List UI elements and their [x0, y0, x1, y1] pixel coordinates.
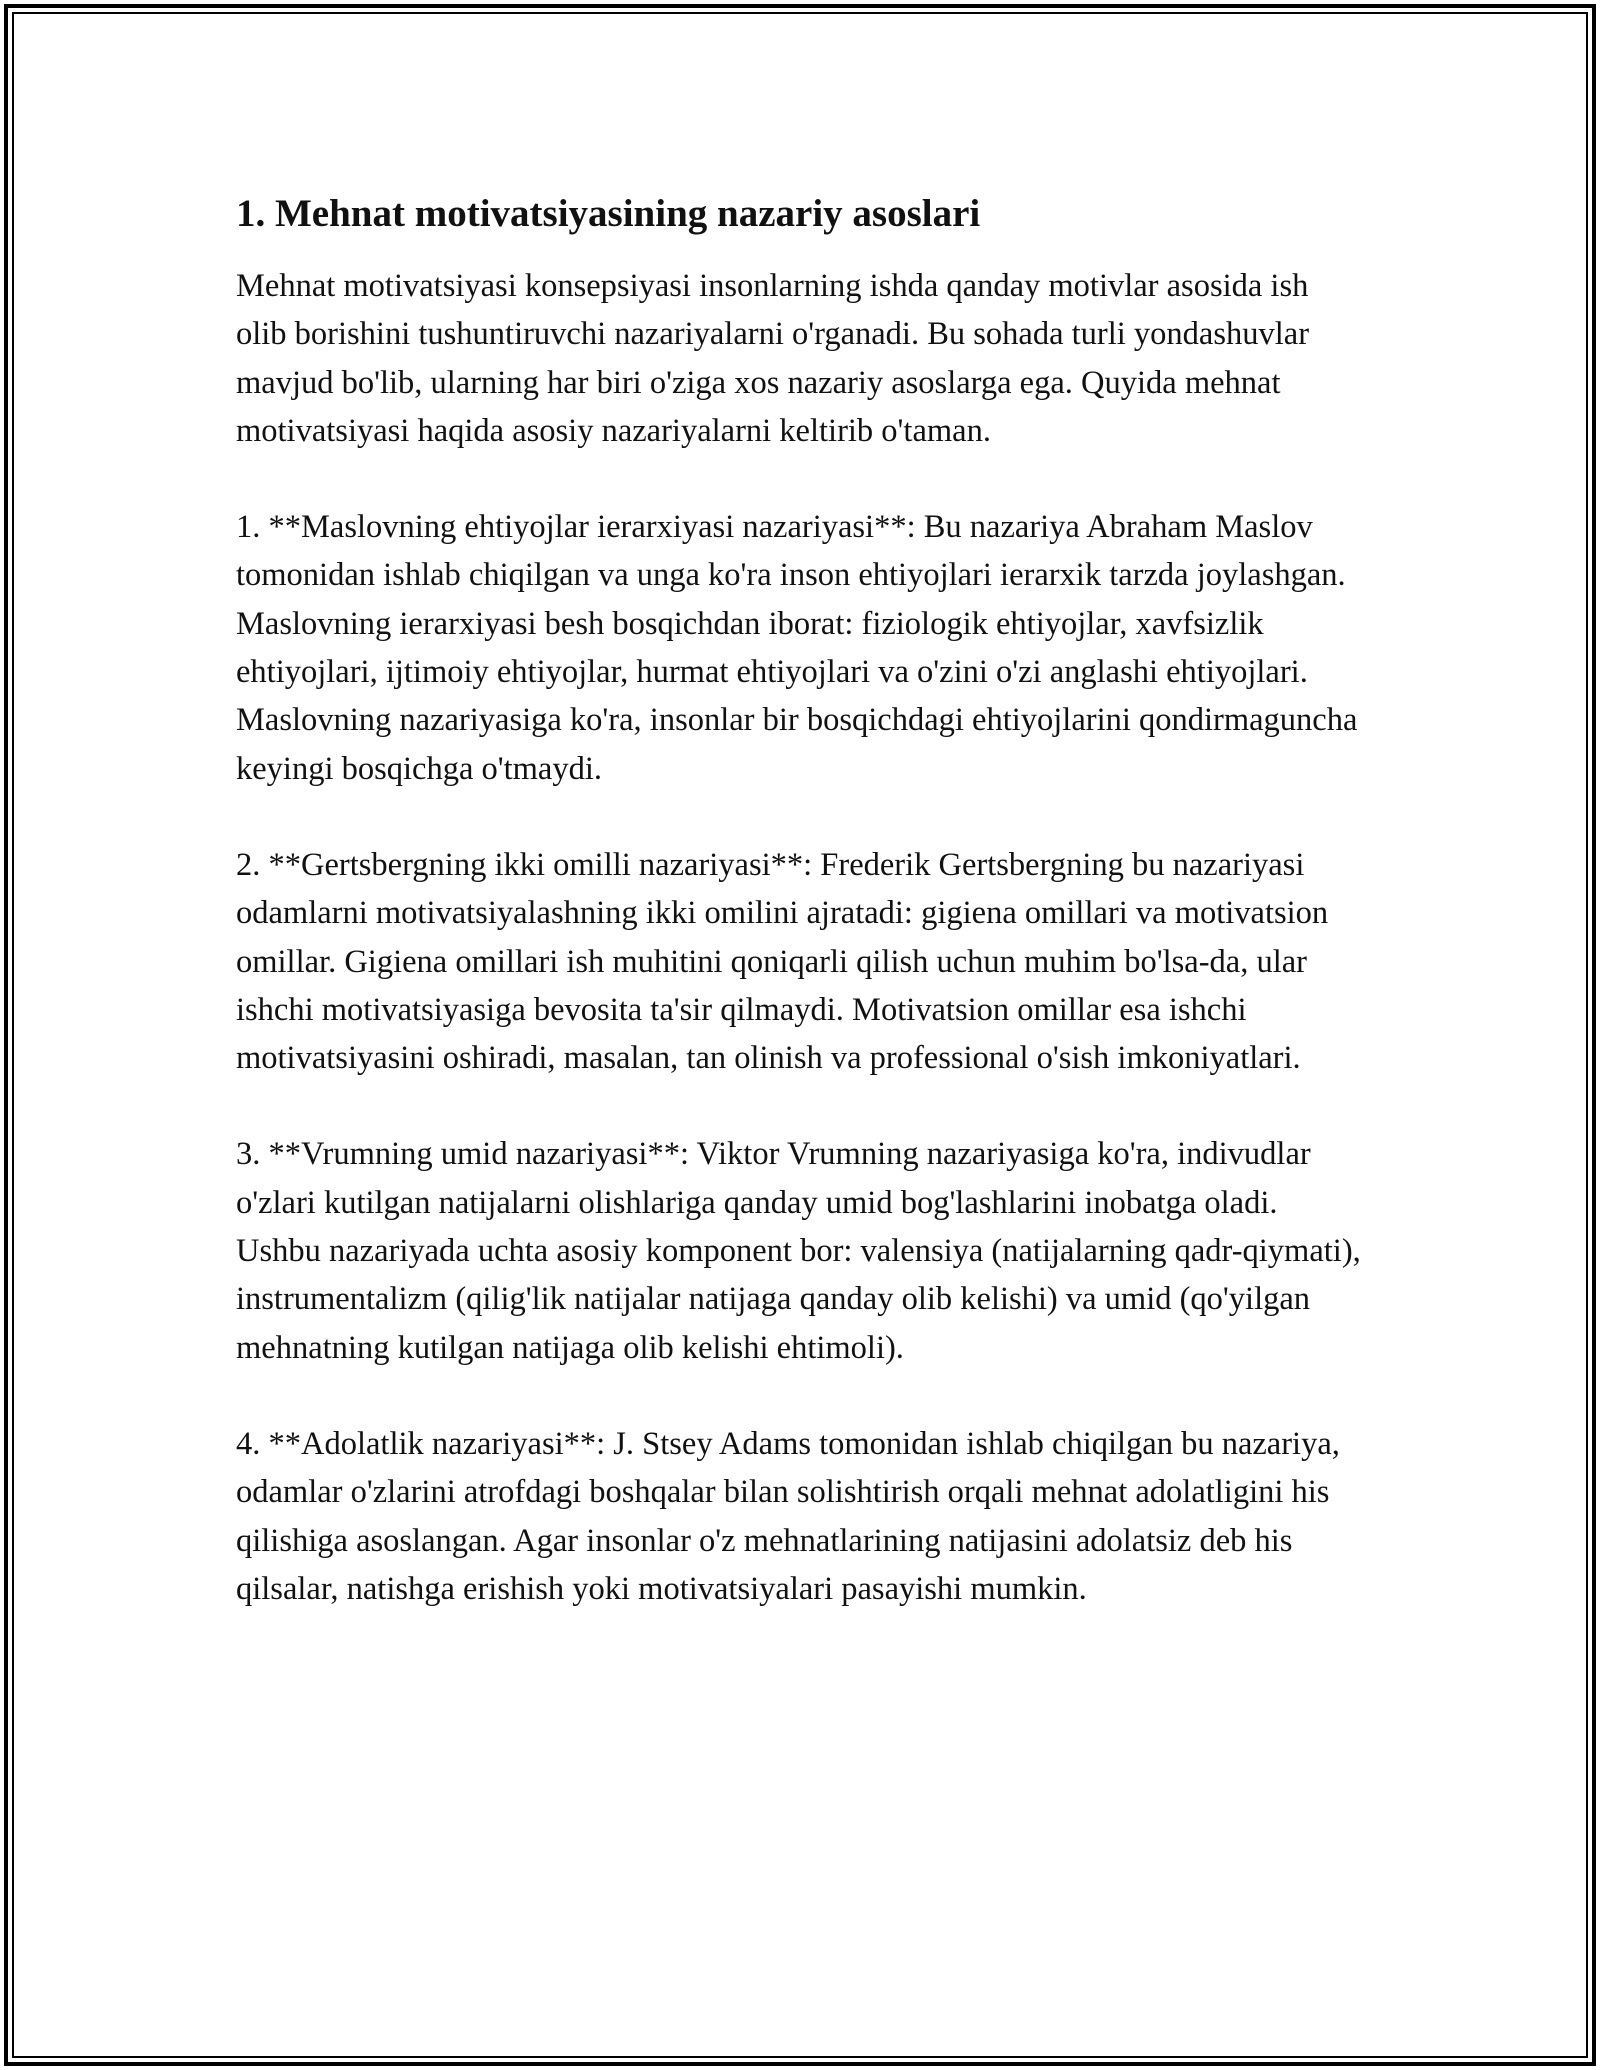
adams-paragraph: 4. **Adolatlik nazariyasi**: J. Stsey Adams tomonidan ishlab chiqilgan bu nazariya, odamlar o'zlarini atrofdagi boshqalar bilan solishtirish orqali mehnat adolatligini his qilishiga asoslangan. Agar insonlar o'z mehnatlarining natijasini adolatsiz deb his qilsalar, natishga erishish yoki motivatsiyalari pasayishi mumkin. [236, 1425, 1340, 1607]
intro-paragraph: Mehnat motivatsiyasi konsepsiyasi insonlarning ishda qanday motivlar asosida ish olib borishini tushuntiruvchi nazariyalarni o'rganadi. Bu sohada turli yondashuvlar mavjud bo'lib, ularning har biri o'ziga xos nazariy asoslarga ega. Quyida mehnat motivatsiyasi haqida asosiy nazariyalarni keltirib o'taman. [236, 268, 1310, 449]
herzberg-paragraph: 2. **Gertsbergning ikki omilli nazariyasi**: Frederik Gertsbergning bu nazariyasi odamlarni motivatsiyalashning ikki omilini ajratadi: gigiena omillari va motivatsion omillar. Gigiena omillari ish muhitini qoniqarli qilish uchun muhim bo'lsa-da, ular ishchi motivatsiyasiga bevosita ta'sir qilmaydi. Motivatsion omillar esa ishchi motivatsiyasini oshiradi, masalan, tan olinish va professional o'sish imkoniyatlari. [236, 846, 1329, 1077]
document-body [236, 186, 1366, 1661]
vroom-paragraph: 3. **Vrumning umid nazariyasi**: Viktor Vrumning nazariyasiga ko'ra, indivudlar o'zlari kutilgan natijalarni olishlariga qanday umid bog'lashlarini inobatga oladi. Ushbu nazariyada uchta asosiy komponent bor: valensiya (natijalarning qadr-qiymati), instrumentalizm (qilig'lik natijalar natijaga qanday olib kelishi) va umid (qo'yilgan mehnatning kutilgan natijaga olib kelishi ehtimoli). [236, 1136, 1361, 1366]
section-heading: 1. Mehnat motivatsiyasining nazariy asoslari [236, 192, 981, 235]
maslow-paragraph: 1. **Maslovning ehtiyojlar ierarxiyasi nazariyasi**: Bu nazariya Abraham Maslov tomonidan ishlab chiqilgan va unga ko'ra inson ehtiyojlari ierarxik tarzda joylashgan. Maslovning ierarxiyasi besh bosqichdan iborat: fiziologik ehtiyojlar, xavfsizlik ehtiyojlari, ijtimoiy ehtiyojlar, hurmat ehtiyojlari va o'zini o'zi anglashi ehtiyojlari. Maslovning nazariyasiga ko'ra, insonlar bir bosqichdagi ehtiyojlarini qondirmaguncha keyingi bosqichga o'tmaydi. [236, 509, 1358, 787]
